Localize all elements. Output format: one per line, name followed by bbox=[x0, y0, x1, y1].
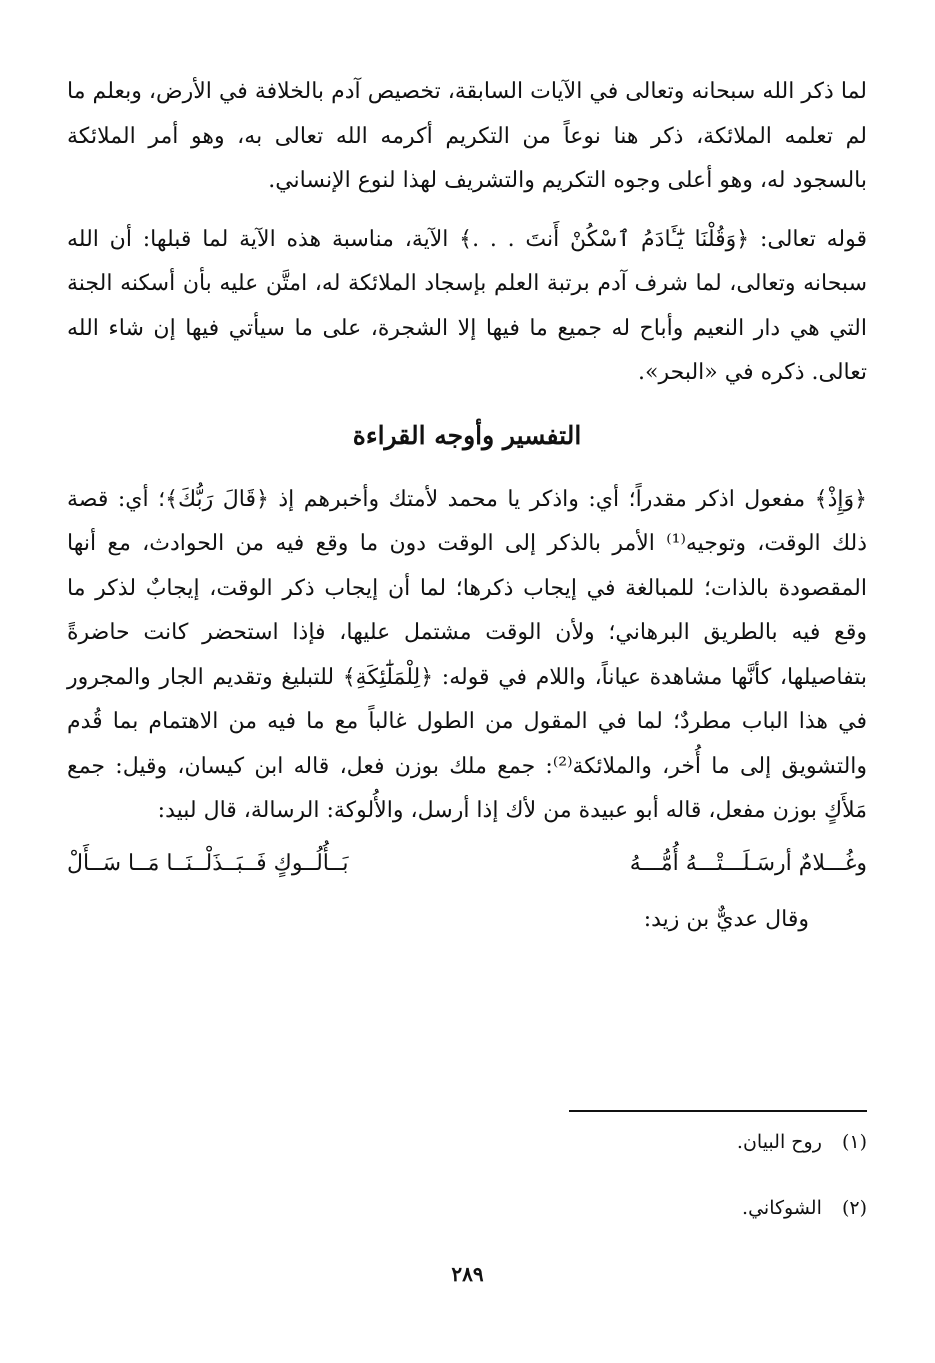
context-paragraph: قوله تعالى: ﴿وَقُلْنَا يَٰٓـَٔادَمُ ٱسْكُنْ أَنتَ . . .﴾ الآية، مناسبة هذه الآية لما قبلها: أن الله سبحانه وتعالى، لما شرف آدم برتبة العلم بإسجاد الملائكة له، امتَّن عليه بأن أسكنه الجنة التي هي دار النعيم وأباح له جميع ما فيها إلا الشجرة، على ما سيأتي فيها إن شاء الله تعالى. ذكره في «البحر». bbox=[67, 226, 867, 385]
footnote-2-number: (٢) bbox=[841, 1197, 867, 1219]
verse-first-hemistich: وغُـــلامٌ أرسَـلَـــتْـــهُ أُمُّـــهُ bbox=[629, 850, 867, 876]
footnote-1 bbox=[737, 1127, 867, 1157]
verse-second-hemistich: بَــأُلُــوكٍ فَــبَــذَلْــنَــا مَــا سَــأَلْ bbox=[67, 850, 349, 876]
footnote-divider bbox=[569, 1110, 867, 1112]
poetry-verse bbox=[67, 842, 867, 886]
page-body bbox=[67, 70, 867, 942]
page-number: ٢٨٩ bbox=[451, 1262, 484, 1286]
tafsir-paragraph: ﴿وَإِذْ﴾ مفعول اذكر مقدراً؛ أي: واذكر يا محمد لأمتك وأخبرهم إذ ﴿قَالَ رَبُّكَ﴾؛ أي: قصة ذلك الوقت، وتوجيه⁽¹⁾ الأمر بالذكر إلى الوقت دون ما وقع فيه من الحوادث، مع أنها المقصودة بالذات؛ للمبالغة في إيجاب ذكرها؛ لما أن إيجاب ذكر الوقت، إيجابٌ لذكر ما وقع فيه بالطريق البرهاني؛ ولأن الوقت مشتمل عليها، فإذا استحضر كانت حاضرةً بتفاصيلها، كأنَّها مشاهدة عياناً، واللام في قوله: ﴿لِلْمَلَٰٓئِكَةِ﴾ للتبليغ وتقديم الجار والمجرور في هذا الباب مطردٌ؛ لما في المقول من الطول غالباً مع ما فيه من الاهتمام بما قُدم والتشويق إلى ما أُخر، والملائكة⁽²⁾: جمع ملك بوزن فعل، قاله ابن كيسان، وقيل: جمع مَلأَكٍ بوزن مفعل، قاله أبو عبيدة من لأك إذا أرسل، والأُلوكة: الرسالة، قال لبيد: bbox=[67, 486, 868, 823]
section-heading: التفسير وأوجه القراءة bbox=[352, 420, 582, 450]
footnote-1-number: (١) bbox=[841, 1131, 867, 1153]
footnote-2 bbox=[742, 1193, 867, 1223]
footnote-1-text: روح البيان. bbox=[736, 1131, 822, 1153]
verse-intro-line: وقال عديٌّ بن زيد: bbox=[643, 906, 809, 932]
intro-paragraph: لما ذكر الله سبحانه وتعالى في الآيات السابقة، تخصيص آدم بالخلافة في الأرض، وبعلم ما لم تعلمه الملائكة، ذكر هنا نوعاً من التكريم أكرمه الله تعالى به، وهو أمر الملائكة بالسجود له، وهو أعلى وجوه التكريم والتشريف لهذا لنوع الإنساني. bbox=[67, 79, 867, 193]
footnote-2-text: الشوكاني. bbox=[742, 1197, 822, 1219]
